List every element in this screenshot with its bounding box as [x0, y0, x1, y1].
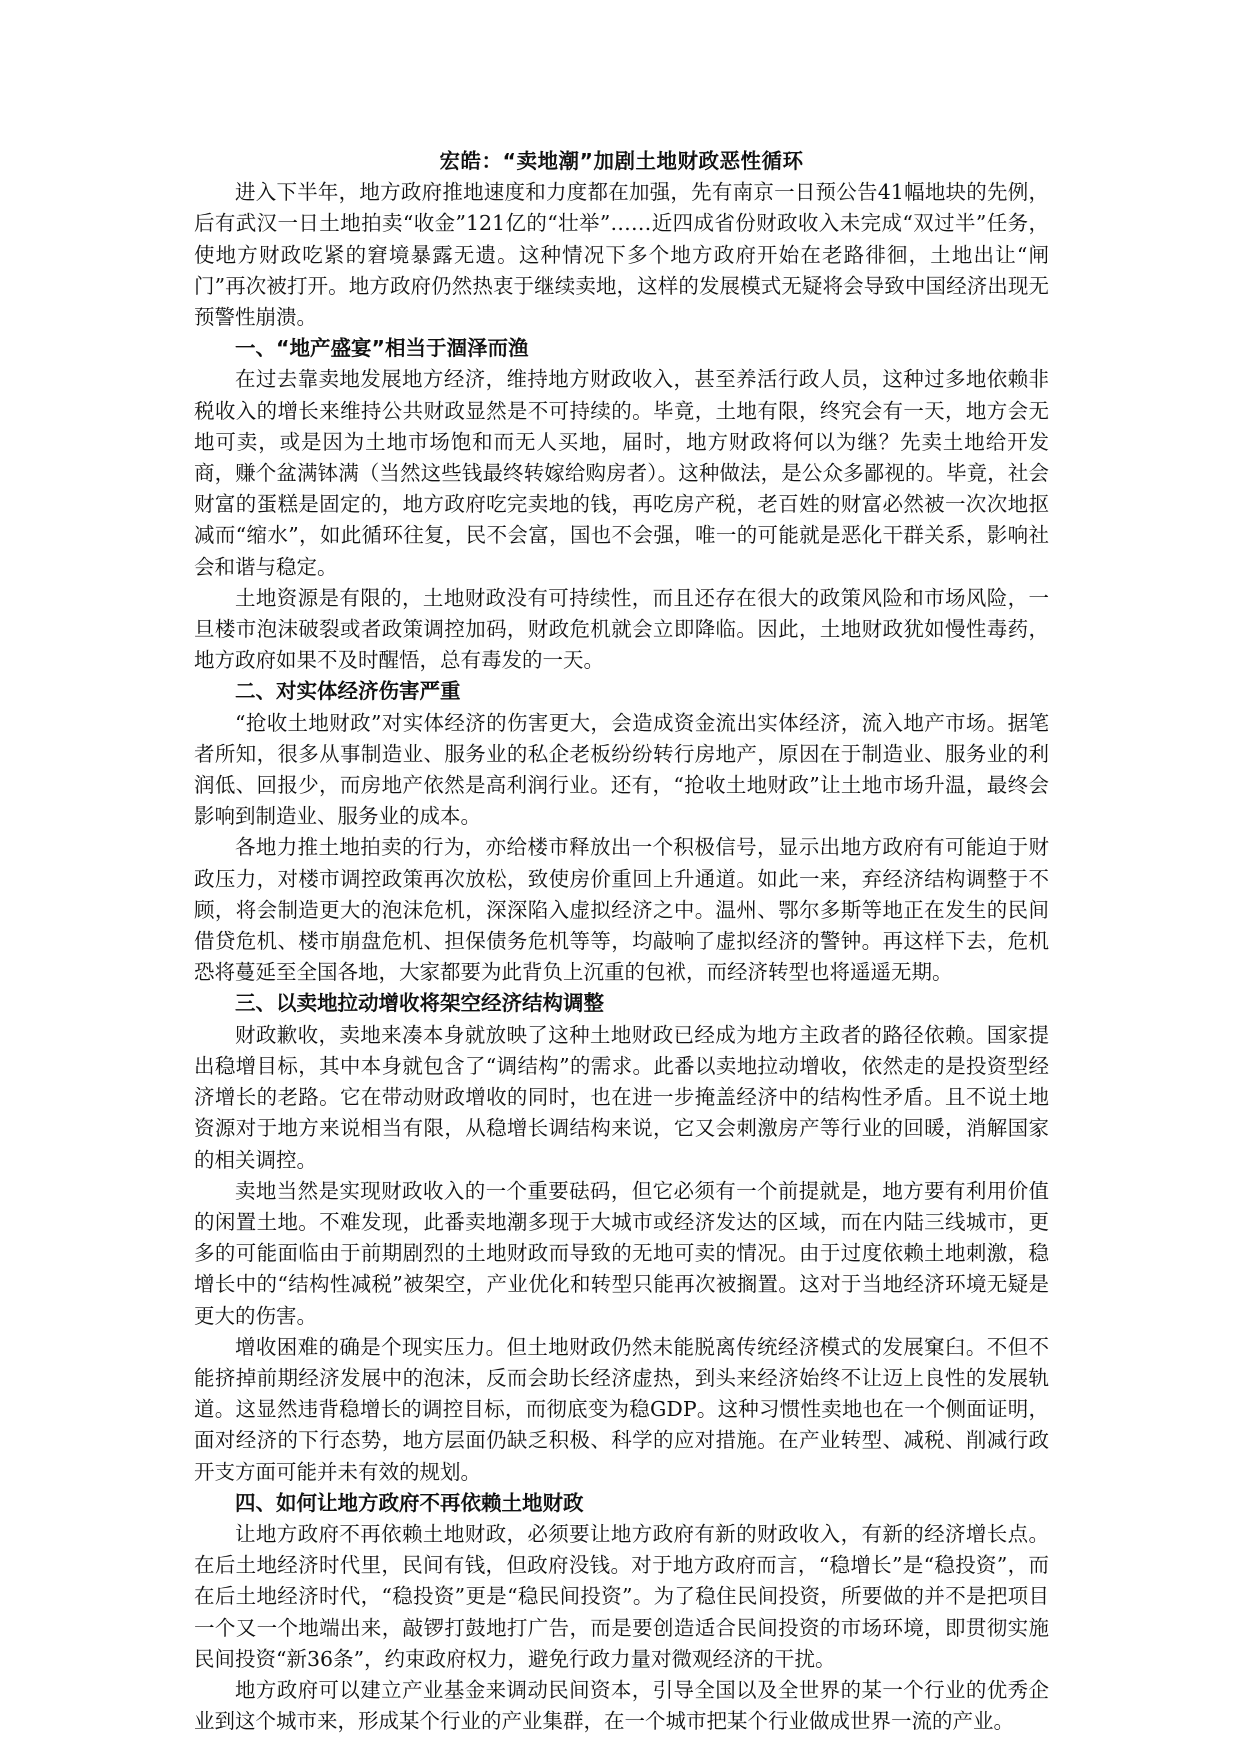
intro-paragraph: 进入下半年，地方政府推地速度和力度都在加强，先有南京一日预公告41幅地块的先例，后有武汉一日土地拍卖“收金”121亿的“壮举”……近四成省份财政收入未完成“双过半”任务，使地方财政吃紧的窘境暴露无遗。这种情况下多个地方政府开始在老路徘徊，土地出让“闸门”再次被打开。地方政府仍然热衷于继续卖地，这样的发展模式无疑将会导致中国经济出现无预警性崩溃。 [194, 180, 1049, 330]
document-title: 宏皓：“卖地潮”加剧土地财政恶性循环 [439, 149, 804, 173]
section-1-paragraph-2: 土地资源是有限的，土地财政没有可持续性，而且还存在很大的政策风险和市场风险，一旦楼市泡沫破裂或者政策调控加码，财政危机就会立即降临。因此，土地财政犹如慢性毒药，地方政府如果不及时醒悟，总有毒发的一天。 [194, 585, 1049, 673]
section-4-heading: 四、如何让地方政府不再依赖土地财政 [235, 1490, 584, 1515]
section-2-paragraph-1: “抢收土地财政”对实体经济的伤害更大，会造成资金流出实体经济，流入地产市场。据笔者所知，很多从事制造业、服务业的私企老板纷纷转行房地产，原因在于制造业、服务业的利润低、回报少，而房地产依然是高利润行业。还有，“抢收土地财政”让土地市场升温，最终会影响到制造业、服务业的成本。 [194, 710, 1049, 829]
section-3-heading: 三、以卖地拉动增收将架空经济结构调整 [235, 991, 604, 1016]
section-2-paragraph-2: 各地力推土地拍卖的行为，亦给楼市释放出一个积极信号，显示出地方政府有可能迫于财政压力，对楼市调控政策再次放松，致使房价重回上升通道。如此一来，弃经济结构调整于不顾，将会制造更大的泡沫危机，深深陷入虚拟经济之中。温州、鄂尔多斯等地正在发生的民间借贷危机、楼市崩盘危机、担保债务危机等等，均敲响了虚拟经济的警钟。再这样下去，危机恐将蔓延至全国各地，大家都要为此背负上沉重的包袱，而经济转型也将遥遥无期。 [194, 835, 1049, 985]
section-4-paragraph-1: 让地方政府不再依赖土地财政，必须要让地方政府有新的财政收入，有新的经济增长点。在后土地经济时代里，民间有钱，但政府没钱。对于地方政府而言，“稳增长”是“稳投资”，而在后土地经济时代，“稳投资”更是“稳民间投资”。为了稳住民间投资，所要做的并不是把项目一个又一个地端出来，敲锣打鼓地打广告，而是要创造适合民间投资的市场环境，即贯彻实施民间投资“新36条”，约束政府权力，避免行政力量对微观经济的干扰。 [194, 1521, 1049, 1671]
section-1-heading: 一、“地产盛宴”相当于涸泽而渔 [235, 336, 529, 361]
section-1-paragraph-1: 在过去靠卖地发展地方经济，维持地方财政收入，甚至养活行政人员，这种过多地依赖非税收入的增长来维持公共财政显然是不可持续的。毕竟，土地有限，终究会有一天，地方会无地可卖，或是因为土地市场饱和而无人买地，届时，地方财政将何以为继？先卖土地给开发商，赚个盆满钵满（当然这些钱最终转嫁给购房者）。这种做法，是公众多鄙视的。毕竟，社会财富的蛋糕是固定的，地方政府吃完卖地的钱，再吃房产税，老百姓的财富必然被一次次地抠减而“缩水”，如此循环往复，民不会富，国也不会强，唯一的可能就是恶化干群关系，影响社会和谐与稳定。 [194, 367, 1049, 579]
section-2-heading: 二、对实体经济伤害严重 [235, 679, 461, 704]
section-3-paragraph-1: 财政歉收，卖地来凑本身就放映了这种土地财政已经成为地方主政者的路径依赖。国家提出稳增目标，其中本身就包含了“调结构”的需求。此番以卖地拉动增收，依然走的是投资型经济增长的老路。它在带动财政增收的同时，也在进一步掩盖经济中的结构性矛盾。且不说土地资源对于地方来说相当有限，从稳增长调结构来说，它又会刺激房产等行业的回暖，消解国家的相关调控。 [194, 1022, 1049, 1172]
section-3-paragraph-2: 卖地当然是实现财政收入的一个重要砝码，但它必须有一个前提就是，地方要有利用价值的闲置土地。不难发现，此番卖地潮多现于大城市或经济发达的区域，而在内陆三线城市，更多的可能面临由于前期剧烈的土地财政而导致的无地可卖的情况。由于过度依赖土地刺激，稳增长中的“结构性减税”被架空，产业优化和转型只能再次被搁置。这对于当地经济环境无疑是更大的伤害。 [194, 1178, 1049, 1328]
document-page [194, 146, 1049, 1737]
section-4-paragraph-2: 地方政府可以建立产业基金来调动民间资本，引导全国以及全世界的某一个行业的优秀企业到这个城市来，形成某个行业的产业集群，在一个城市把某个行业做成世界一流的产业。 [194, 1677, 1049, 1734]
section-3-paragraph-3: 增收困难的确是个现实压力。但土地财政仍然未能脱离传统经济模式的发展窠臼。不但不能挤掉前期经济发展中的泡沫，反而会助长经济虚热，到头来经济始终不让迈上良性的发展轨道。这显然违背稳增长的调控目标，而彻底变为稳GDP。这种习惯性卖地也在一个侧面证明，面对经济的下行态势，地方层面仍缺乏积极、科学的应对措施。在产业转型、减税、削减行政开支方面可能并未有效的规划。 [194, 1334, 1049, 1484]
